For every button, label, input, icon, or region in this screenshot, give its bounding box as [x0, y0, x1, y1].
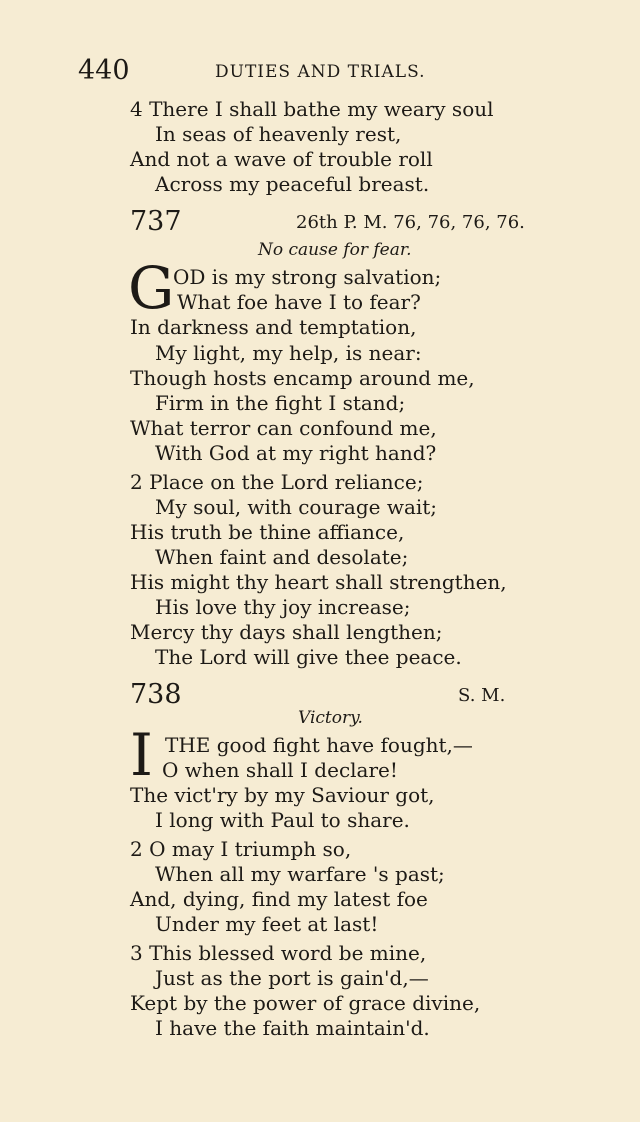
- verse-line: 4 There I shall bathe my weary soul: [130, 97, 494, 121]
- verse-line: OD is my strong salvation;: [173, 265, 442, 289]
- verse-line: In darkness and temptation,: [130, 315, 417, 339]
- verse-line: O when shall I declare!: [162, 758, 398, 782]
- verse-line: With God at my right hand?: [155, 441, 437, 465]
- verse-line: The vict'ry by my Saviour got,: [130, 783, 435, 807]
- verse-line: I long with Paul to share.: [155, 808, 410, 832]
- verse-line: The Lord will give thee peace.: [155, 645, 462, 669]
- hymn-meter: 26th P. M. 76, 76, 76, 76.: [296, 212, 525, 233]
- verse-line: 2 O may I triumph so,: [130, 837, 352, 861]
- verse-line: Though hosts encamp around me,: [130, 366, 475, 390]
- hymn-number: 738: [130, 679, 182, 710]
- running-title: DUTIES AND TRIALS.: [215, 62, 426, 82]
- verse-line: His might thy heart shall strengthen,: [130, 570, 507, 594]
- verse-line: Kept by the power of grace divine,: [130, 991, 481, 1015]
- hymn-title: No cause for fear.: [258, 240, 412, 260]
- verse-line: My soul, with courage wait;: [155, 495, 438, 519]
- page-number: 440: [78, 55, 130, 86]
- verse-line: What terror can confound me,: [130, 416, 437, 440]
- verse-line: In seas of heavenly rest,: [155, 122, 402, 146]
- verse-line: Across my peaceful breast.: [155, 172, 430, 196]
- verse-line: Under my feet at last!: [155, 912, 379, 936]
- running-header: [75, 55, 565, 87]
- hymn-meter: S. M.: [458, 685, 506, 706]
- drop-cap: I: [130, 721, 153, 789]
- verse-line: And, dying, find my latest foe: [130, 887, 428, 911]
- hymn-title: Victory.: [298, 708, 363, 728]
- verse-line: Mercy thy days shall lengthen;: [130, 620, 443, 644]
- verse-line: Just as the port is gain'd,—: [155, 966, 429, 990]
- verse-line: I have the faith maintain'd.: [155, 1016, 430, 1040]
- drop-cap: G: [128, 254, 175, 322]
- verse-line: My light, my help, is near:: [155, 341, 422, 365]
- verse-line: When all my warfare 's past;: [155, 862, 445, 886]
- verse-line: When faint and desolate;: [155, 545, 409, 569]
- hymn-number: 737: [130, 206, 182, 237]
- verse-line: THE good fight have fought,—: [165, 733, 473, 757]
- verse-line: And not a wave of trouble roll: [130, 147, 433, 171]
- verse-line: 2 Place on the Lord reliance;: [130, 470, 424, 494]
- verse-line: 3 This blessed word be mine,: [130, 941, 427, 965]
- verse-line: Firm in the fight I stand;: [155, 391, 406, 415]
- verse-line: His truth be thine affiance,: [130, 520, 405, 544]
- verse-line: What foe have I to fear?: [177, 290, 421, 314]
- verse-line: His love thy joy increase;: [155, 595, 411, 619]
